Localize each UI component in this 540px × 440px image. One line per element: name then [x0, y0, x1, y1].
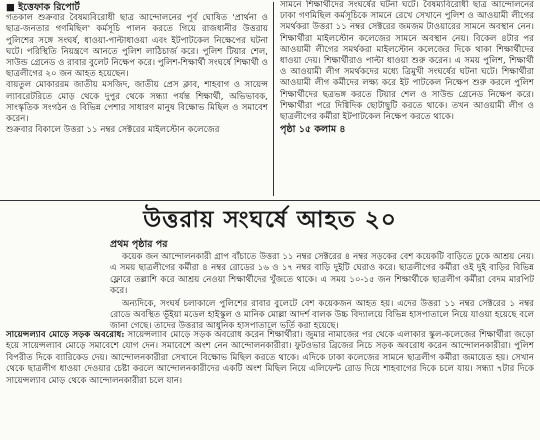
continued-label: প্রথম পৃষ্ঠার পর [110, 239, 168, 250]
bottom-section [6, 330, 534, 388]
left-column [6, 0, 268, 136]
left-paragraph-2: বায়তুল মোকাররম জাতীয় মসজিদ, জাতীয় প্রেস ক্লাব, শাহবাগ ও সায়েন্স ল্যাবরেটরিতে মোড় থেকে দুপুর থেকে সন্ধ্যা পর্যন্ত শিক্ষার্থী, অভিভাবক, সাংস্কৃতিক সংগঠন ও বিভিন্ন পেশার সাধারণ মানুষ বিক্ষোভ মিছিল ও সমাবেশ করেন। [6, 80, 268, 125]
body-paragraph-1: কয়েক জন আন্দোলনকারী গ্রাপ বাঁচাতে উত্তরা ১১ নম্বর সেক্টরের ৪ নম্বর সড়কের বেশ কয়েকটি বাড়িতে ঢুকে আশ্রয় নেয়। এ সময় ছাত্রলীগের কর্মীরা ৪ নম্বর রোডের ১৬ ও ১৭ নম্বর বাড়ি দুইটি ঘেরাও করে। ছাত্রলীগের কর্মীরা ওই দুই বাড়ির বিভিন্ন ফ্লোরে তল্লাশি করে আশ্রয় নেওয়া শিক্ষার্থীদের খুঁজতে থাকে। এ সময় ১০-১৫ জন শিক্ষার্থীকে ছাত্রলীগ কর্মীরা বেদম মারপিট করে। [110, 252, 534, 297]
section-divider [0, 200, 540, 201]
article-top-columns [0, 0, 540, 206]
bottom-text: সায়েন্সল্যাব মোড়ে সড়ক অবরোধ করেন শিক্ষার্থীরা। জুমার নামাজের পর থেকে এলাকার স্কুল-কলেজের শিক্ষার্থীরা জড়ো হয়ে সায়েন্সল্যাব মোড়ে সমাবেশে যোগ দেন। সমাবেশে অংশ নেন আন্দোলনকারীরা। ফুটওভার ব্রিজের নিচে সড়ক অবরোধ করেন আন্দোলনকারীরা। পুলিশ বিপরীত দিকে ব্যারিকেড দেয়। আন্দোলনকারীরা সেখানে বিক্ষোভ মিছিল করতে থাকে। এদিকে ঢাকা কলেজের সামনে ছাত্রলীগ কর্মীরা জমায়েত হয়। সেখান থেকে ছাত্রলীগ ধাওয়া দেওয়ার চেষ্টা করলে আন্দোলনকারীদের একটি অংশ মিছিল নিয়ে এলিফেন্ট রোড দিয়ে শাহবাগের দিকে চলে যায়। সন্ধ্যা ৭টার দিকে সায়েন্সল্যাব মোড় থেকে আন্দোলনকারীরা চলে যান। [6, 330, 534, 386]
bottom-paragraph [6, 330, 534, 387]
page-reference: পৃষ্ঠা ১৫ কলাম ৪ [280, 124, 346, 136]
continued-body [110, 252, 534, 334]
left-paragraph-1: গতকাল শুক্রবার বৈষম্যবিরোধী ছাত্র আন্দোলনের পূর্ব ঘোষিত 'প্রার্থনা ও ছাত্র-জনতার গণমিছিল' কর্মসূচি পালন করতে গিয়ে রাজধানীর উত্তরায় পুলিশের সঙ্গে সংঘর্ষ, ধাওয়া-পাল্টাধাওয়া এবং ইটপাটকেল নিক্ষেপের ঘটনা ঘটে। পরিস্থিতি নিয়ন্ত্রণে আনতে পুলিশ লাঠিচার্জ করে। পুলিশ টিয়ার শেল, সাউন্ড গ্রেনেড ও রাবার বুলেট নিক্ষেপ করে। পুলিশ-শিক্ষার্থী সংঘর্ষে শিক্ষার্থী ও ছাত্রলীগের ২০ জন আহত হয়েছেন। [6, 13, 268, 80]
reporter-byline: ■ ইত্তেফাক রিপোর্ট [6, 2, 80, 13]
bottom-subheading: সায়েন্সল্যাব মোড়ে সড়ক অবরোধ: [6, 330, 125, 340]
column-divider [273, 2, 274, 196]
headline: উত্তরায় সংঘর্ষে আহত ২০ [143, 206, 397, 233]
left-paragraph-3: শুক্রবার বিকালে উত্তরা ১১ নম্বর সেক্টরের মাইলস্টোন কলেজের [6, 125, 220, 136]
right-column [280, 0, 534, 135]
body-paragraph-2: অন্যদিকে, সংঘর্ষ চলাকালে পুলিশের রাবার বুলেটে বেশ কয়েকজন আহত হয়। এদের উত্তরা ১১ নম্বর সেক্টরের ১ নম্বর রোডে অবস্থিত ভূঁইয়া মডেল হাইস্কুল ও মানিক মোল্লা আদর্শ বালক উচ্চ বিদ্যালয়ে বিভিন্ন হাসপাতালে নিয়ে যাওয়া হয়েছে বলে জানা গেছে। তাদের উত্তরার আধুনিক হাসপাতালে ভর্তি করা হয়েছে। [110, 298, 534, 332]
right-paragraph-1: সামনে শিক্ষার্থীদের সংঘর্ষের ঘটনা ঘটে। বৈষম্যবিরোধী ছাত্র আন্দোলনের ঢাকা গণমিছিল কর্মসূচিকে সামনে রেখে সেখানে পুলিশ ও আওয়ামী লীগের সমর্থকরা উত্তরা ১১ নম্বর সেক্টরের জমজম টাওয়ারের সামনে অবস্থান নেন। শিক্ষার্থীরা মাইলস্টোন কলেজের সামনে অবস্থান নেয়। বিকেল ৪টার পর আওয়ামী লীগের সমর্থকরা মাইলস্টোন কলেজের দিকে থাকা শিক্ষার্থীদের ধাওয়া দেয়। শিক্ষার্থীরাও পাল্টা ধাওয়া শুরু করেন। এ সময় পুলিশ, শিক্ষার্থী ও আওয়ামী লীগ সমর্থকদের মধ্যে ত্রিমুখী সংঘর্ষের ঘটনা ঘটে। শিক্ষার্থীরা আওয়ামী লীগ কর্মীদের লক্ষ্য করে ইট পাটকেল নিক্ষেপ শুরু করলে পুলিশ শিক্ষার্থীদের ছত্রভঙ্গ করতে টিয়ার শেল ও সাউন্ড গ্রেনেড নিক্ষেপ করে। শিক্ষার্থীরা পরে দিগ্বিদিক ছোটাছুটি করতে থাকে। তখন আওয়ামী লীগ ও ছাত্রলীগের কর্মীরা ইটপাটকেল নিক্ষেপ করতে থাকে। [280, 0, 534, 123]
